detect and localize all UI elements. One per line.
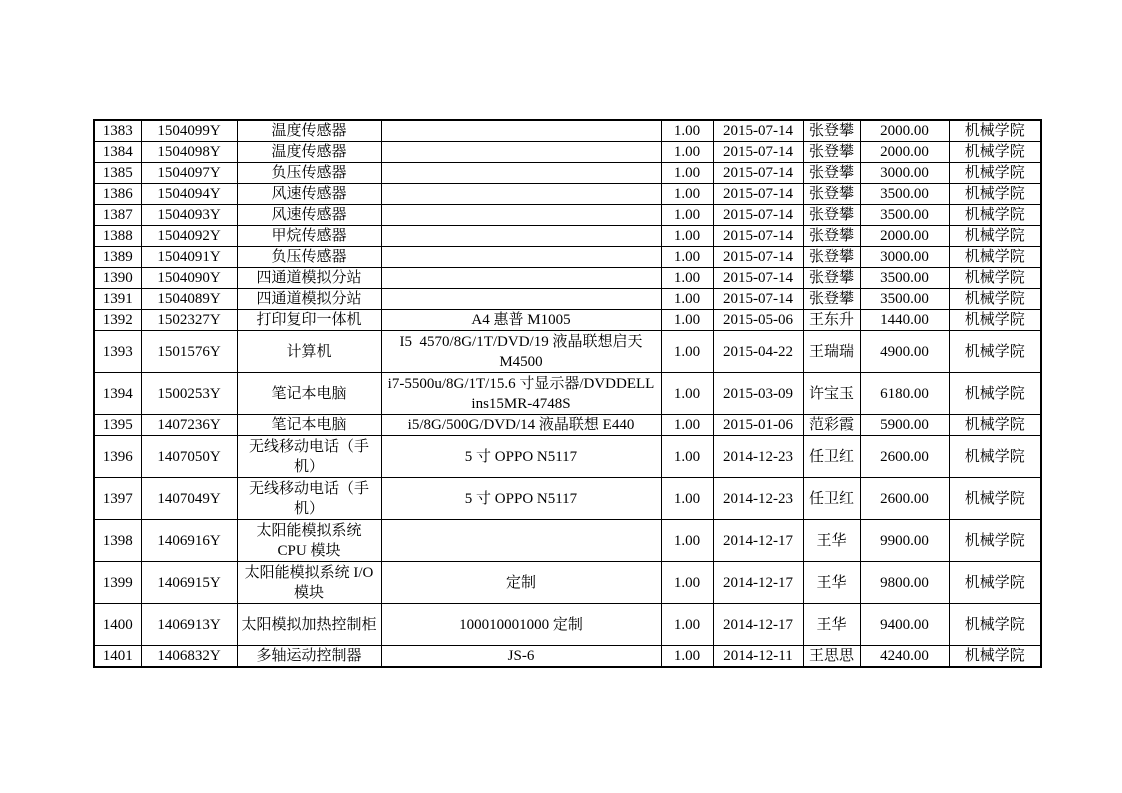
cell-item-name: 四通道模拟分站 <box>237 268 381 289</box>
cell-row-number: 1384 <box>94 142 141 163</box>
cell-price: 9400.00 <box>860 604 949 646</box>
table-row <box>94 436 1041 478</box>
table-row <box>94 247 1041 268</box>
table-row <box>94 478 1041 520</box>
cell-department: 机械学院 <box>949 562 1041 604</box>
cell-spec <box>381 268 661 289</box>
cell-asset-id: 1504098Y <box>141 142 237 163</box>
cell-asset-id: 1504097Y <box>141 163 237 184</box>
cell-asset-id: 1406832Y <box>141 646 237 668</box>
cell-department: 机械学院 <box>949 520 1041 562</box>
cell-person: 任卫红 <box>803 436 860 478</box>
cell-spec: JS-6 <box>381 646 661 668</box>
cell-spec <box>381 226 661 247</box>
cell-price: 3500.00 <box>860 268 949 289</box>
cell-asset-id: 1407050Y <box>141 436 237 478</box>
cell-person: 张登攀 <box>803 184 860 205</box>
cell-item-name: 负压传感器 <box>237 163 381 184</box>
cell-date: 2014-12-11 <box>713 646 803 668</box>
cell-asset-id: 1407236Y <box>141 415 237 436</box>
cell-asset-id: 1407049Y <box>141 478 237 520</box>
cell-row-number: 1387 <box>94 205 141 226</box>
cell-quantity: 1.00 <box>661 562 713 604</box>
cell-price: 3500.00 <box>860 184 949 205</box>
cell-spec: A4 惠普 M1005 <box>381 310 661 331</box>
cell-asset-id: 1504089Y <box>141 289 237 310</box>
cell-date: 2015-07-14 <box>713 120 803 142</box>
cell-price: 2000.00 <box>860 120 949 142</box>
cell-date: 2015-03-09 <box>713 373 803 415</box>
cell-row-number: 1389 <box>94 247 141 268</box>
cell-row-number: 1391 <box>94 289 141 310</box>
table-row <box>94 520 1041 562</box>
table-row <box>94 373 1041 415</box>
cell-person: 王瑞瑞 <box>803 331 860 373</box>
cell-price: 3000.00 <box>860 163 949 184</box>
cell-row-number: 1394 <box>94 373 141 415</box>
cell-asset-id: 1504091Y <box>141 247 237 268</box>
cell-quantity: 1.00 <box>661 289 713 310</box>
table-row <box>94 415 1041 436</box>
cell-asset-id: 1502327Y <box>141 310 237 331</box>
cell-item-name: 计算机 <box>237 331 381 373</box>
cell-item-name: 温度传感器 <box>237 142 381 163</box>
table-row <box>94 142 1041 163</box>
cell-date: 2015-07-14 <box>713 184 803 205</box>
cell-date: 2014-12-23 <box>713 478 803 520</box>
cell-department: 机械学院 <box>949 268 1041 289</box>
cell-item-name: 甲烷传感器 <box>237 226 381 247</box>
cell-quantity: 1.00 <box>661 331 713 373</box>
cell-row-number: 1399 <box>94 562 141 604</box>
cell-row-number: 1385 <box>94 163 141 184</box>
cell-row-number: 1395 <box>94 415 141 436</box>
cell-price: 4900.00 <box>860 331 949 373</box>
cell-quantity: 1.00 <box>661 226 713 247</box>
cell-spec <box>381 289 661 310</box>
cell-date: 2014-12-17 <box>713 520 803 562</box>
cell-department: 机械学院 <box>949 205 1041 226</box>
cell-person: 张登攀 <box>803 205 860 226</box>
cell-person: 张登攀 <box>803 120 860 142</box>
cell-date: 2014-12-23 <box>713 436 803 478</box>
cell-person: 任卫红 <box>803 478 860 520</box>
cell-spec <box>381 205 661 226</box>
cell-price: 3000.00 <box>860 247 949 268</box>
cell-item-name: 笔记本电脑 <box>237 373 381 415</box>
table-row <box>94 184 1041 205</box>
cell-row-number: 1397 <box>94 478 141 520</box>
cell-department: 机械学院 <box>949 436 1041 478</box>
table-row <box>94 310 1041 331</box>
cell-person: 王华 <box>803 562 860 604</box>
cell-department: 机械学院 <box>949 331 1041 373</box>
cell-spec: 定制 <box>381 562 661 604</box>
cell-quantity: 1.00 <box>661 247 713 268</box>
cell-department: 机械学院 <box>949 142 1041 163</box>
cell-row-number: 1386 <box>94 184 141 205</box>
cell-item-name: 无线移动电话（手机） <box>237 478 381 520</box>
cell-date: 2015-07-14 <box>713 205 803 226</box>
cell-item-name: 无线移动电话（手机） <box>237 436 381 478</box>
cell-department: 机械学院 <box>949 226 1041 247</box>
table-row <box>94 289 1041 310</box>
cell-person: 张登攀 <box>803 247 860 268</box>
cell-department: 机械学院 <box>949 604 1041 646</box>
cell-row-number: 1398 <box>94 520 141 562</box>
cell-spec <box>381 520 661 562</box>
cell-price: 4240.00 <box>860 646 949 668</box>
cell-price: 9800.00 <box>860 562 949 604</box>
cell-person: 王东升 <box>803 310 860 331</box>
cell-asset-id: 1406913Y <box>141 604 237 646</box>
cell-person: 张登攀 <box>803 163 860 184</box>
cell-person: 王华 <box>803 520 860 562</box>
cell-price: 3500.00 <box>860 205 949 226</box>
cell-quantity: 1.00 <box>661 205 713 226</box>
table-row <box>94 205 1041 226</box>
cell-price: 1440.00 <box>860 310 949 331</box>
cell-spec: 100010001000 定制 <box>381 604 661 646</box>
cell-quantity: 1.00 <box>661 520 713 562</box>
cell-asset-id: 1500253Y <box>141 373 237 415</box>
cell-quantity: 1.00 <box>661 436 713 478</box>
cell-spec <box>381 184 661 205</box>
cell-department: 机械学院 <box>949 163 1041 184</box>
cell-quantity: 1.00 <box>661 310 713 331</box>
cell-quantity: 1.00 <box>661 163 713 184</box>
table-row <box>94 268 1041 289</box>
cell-person: 张登攀 <box>803 226 860 247</box>
cell-department: 机械学院 <box>949 373 1041 415</box>
cell-quantity: 1.00 <box>661 604 713 646</box>
cell-row-number: 1396 <box>94 436 141 478</box>
cell-row-number: 1392 <box>94 310 141 331</box>
cell-date: 2015-07-14 <box>713 247 803 268</box>
cell-item-name: 太阳模拟加热控制柜 <box>237 604 381 646</box>
cell-quantity: 1.00 <box>661 268 713 289</box>
table-row <box>94 226 1041 247</box>
cell-item-name: 温度传感器 <box>237 120 381 142</box>
cell-price: 2600.00 <box>860 478 949 520</box>
cell-quantity: 1.00 <box>661 120 713 142</box>
table-row <box>94 604 1041 646</box>
cell-spec <box>381 142 661 163</box>
cell-date: 2015-05-06 <box>713 310 803 331</box>
cell-person: 范彩霞 <box>803 415 860 436</box>
asset-table <box>93 119 1042 668</box>
table-row <box>94 646 1041 668</box>
cell-department: 机械学院 <box>949 120 1041 142</box>
cell-department: 机械学院 <box>949 478 1041 520</box>
cell-price: 5900.00 <box>860 415 949 436</box>
cell-department: 机械学院 <box>949 289 1041 310</box>
cell-quantity: 1.00 <box>661 373 713 415</box>
cell-item-name: 负压传感器 <box>237 247 381 268</box>
cell-asset-id: 1504093Y <box>141 205 237 226</box>
cell-date: 2015-07-14 <box>713 163 803 184</box>
cell-item-name: 多轴运动控制器 <box>237 646 381 668</box>
cell-item-name: 四通道模拟分站 <box>237 289 381 310</box>
cell-row-number: 1388 <box>94 226 141 247</box>
cell-asset-id: 1504090Y <box>141 268 237 289</box>
cell-row-number: 1383 <box>94 120 141 142</box>
cell-asset-id: 1504094Y <box>141 184 237 205</box>
cell-row-number: 1400 <box>94 604 141 646</box>
cell-price: 3500.00 <box>860 289 949 310</box>
cell-quantity: 1.00 <box>661 142 713 163</box>
cell-asset-id: 1504099Y <box>141 120 237 142</box>
cell-date: 2014-12-17 <box>713 562 803 604</box>
cell-date: 2015-07-14 <box>713 289 803 310</box>
cell-quantity: 1.00 <box>661 478 713 520</box>
cell-asset-id: 1406916Y <box>141 520 237 562</box>
cell-item-name: 太阳能模拟系统 I/O 模块 <box>237 562 381 604</box>
table-row <box>94 163 1041 184</box>
cell-spec <box>381 120 661 142</box>
cell-spec <box>381 247 661 268</box>
cell-price: 9900.00 <box>860 520 949 562</box>
cell-price: 2000.00 <box>860 226 949 247</box>
cell-item-name: 笔记本电脑 <box>237 415 381 436</box>
cell-date: 2015-04-22 <box>713 331 803 373</box>
cell-price: 2000.00 <box>860 142 949 163</box>
asset-table-body <box>94 120 1041 667</box>
cell-date: 2014-12-17 <box>713 604 803 646</box>
cell-row-number: 1390 <box>94 268 141 289</box>
cell-price: 2600.00 <box>860 436 949 478</box>
cell-quantity: 1.00 <box>661 646 713 668</box>
cell-item-name: 打印复印一体机 <box>237 310 381 331</box>
cell-row-number: 1401 <box>94 646 141 668</box>
cell-item-name: 太阳能模拟系统 CPU 模块 <box>237 520 381 562</box>
cell-asset-id: 1406915Y <box>141 562 237 604</box>
cell-spec: I5 4570/8G/1T/DVD/19 液晶联想启天 M4500 <box>381 331 661 373</box>
cell-person: 张登攀 <box>803 142 860 163</box>
cell-person: 王华 <box>803 604 860 646</box>
table-row <box>94 331 1041 373</box>
cell-asset-id: 1501576Y <box>141 331 237 373</box>
cell-person: 张登攀 <box>803 268 860 289</box>
table-row <box>94 562 1041 604</box>
cell-department: 机械学院 <box>949 310 1041 331</box>
cell-spec: 5 寸 OPPO N5117 <box>381 436 661 478</box>
cell-spec: i7-5500u/8G/1T/15.6 寸显示器/DVDDELL ins15MR-4748S <box>381 373 661 415</box>
cell-department: 机械学院 <box>949 646 1041 668</box>
cell-spec <box>381 163 661 184</box>
cell-person: 王思思 <box>803 646 860 668</box>
cell-price: 6180.00 <box>860 373 949 415</box>
cell-date: 2015-01-06 <box>713 415 803 436</box>
cell-spec: i5/8G/500G/DVD/14 液晶联想 E440 <box>381 415 661 436</box>
cell-item-name: 风速传感器 <box>237 184 381 205</box>
cell-row-number: 1393 <box>94 331 141 373</box>
cell-date: 2015-07-14 <box>713 268 803 289</box>
cell-item-name: 风速传感器 <box>237 205 381 226</box>
cell-asset-id: 1504092Y <box>141 226 237 247</box>
cell-person: 张登攀 <box>803 289 860 310</box>
cell-department: 机械学院 <box>949 415 1041 436</box>
cell-person: 许宝玉 <box>803 373 860 415</box>
cell-date: 2015-07-14 <box>713 142 803 163</box>
cell-department: 机械学院 <box>949 184 1041 205</box>
table-row <box>94 120 1041 142</box>
cell-quantity: 1.00 <box>661 184 713 205</box>
cell-department: 机械学院 <box>949 247 1041 268</box>
cell-spec: 5 寸 OPPO N5117 <box>381 478 661 520</box>
cell-quantity: 1.00 <box>661 415 713 436</box>
cell-date: 2015-07-14 <box>713 226 803 247</box>
